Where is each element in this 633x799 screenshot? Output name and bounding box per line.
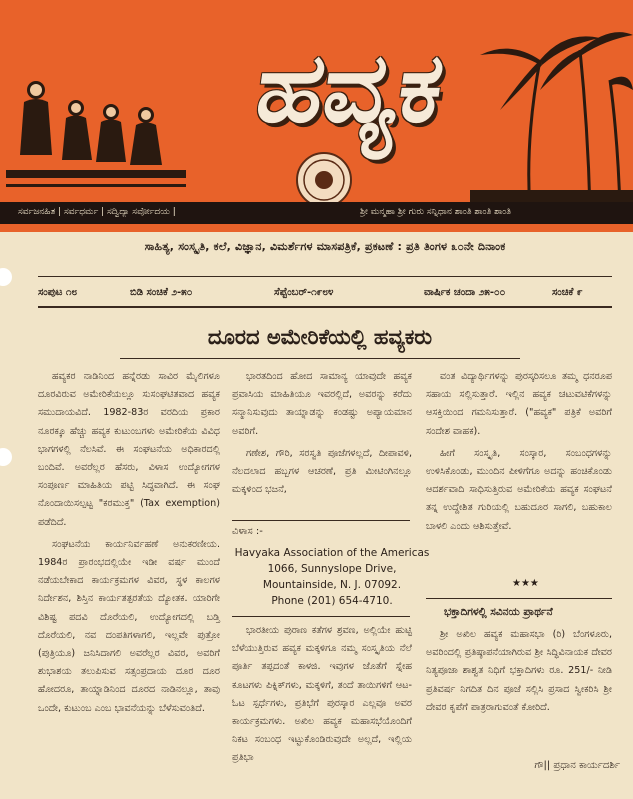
- paragraph: ಶ್ರೀ ಅಖಿಲ ಹವ್ಯಕ ಮಹಾಸಭಾ (ರಿ) ಬೆಂಗಳೂರು, ಅವರಿಂದಲ್ಲಿ ಪ್ರತಿಷ್ಠಾಪನೆಯಾಗಿರುವ ಶ್ರೀ ಸಿದ್ಧಿವಿನಾಯಕ ದೇವರ ನಿತ್ಯಪೂಜಾ ಶಾಶ್ವತ ನಿಧಿಗೆ ಭಕ್ತಾದಿಗಳು ರೂ. 251/- ನೀಡಿ ಪ್ರತಿವರ್ಷ ನಿಗದಿತ ದಿನ ಪೂಜೆ ಸಲ್ಲಿಸಿ ಪ್ರಸಾದ ಸ್ವೀಕರಿಸಿ ಶ್ರೀ ದೇವರ ಕೃಪೆಗೆ ಪಾತ್ರರಾಗುವಂತೆ ಕೋರಿದೆ.: [426, 629, 612, 713]
- article-column-3: [426, 368, 612, 540]
- issue-info-row: [38, 287, 612, 303]
- publication-subtitle: ಸಾಹಿತ್ಯ, ಸಂಸ್ಕೃತಿ, ಕಲೆ, ವಿಜ್ಞಾನ, ವಿಮರ್ಶೆಗಳ ಮಾಸಪತ್ರಿಕೆ, ಪ್ರಕಟಣೆ : ಪ್ರತಿ ತಿಂಗಳ ೩೦ನೇ ದಿನಾಂಕ: [144, 240, 506, 253]
- masthead-tagline-bar: [0, 202, 633, 224]
- masthead-title: ಹವ್ಯಕ: [249, 32, 451, 144]
- address-line: 1066, Sunnyslope Drive,: [267, 563, 397, 575]
- paragraph: ವಂತ ವಿದ್ಯಾರ್ಥಿಗಳನ್ನು ಪುರಸ್ಕರಿಸಲೂ ತಮ್ಮ ಧನರೂಪ ಸಹಾಯ ಸಲ್ಲಿಸುತ್ತಾರೆ. ಇಲ್ಲಿನ ಹವ್ಯಕ ಚಟುವಟಿಕೆಗಳನ್ನು ಆಸಕ್ತಿಯಿಂದ ಗಮನಿಸುತ್ತಾರೆ. ("ಹವ್ಯಕ" ಪತ್ರಿಕೆ ಅವರಿಗೆ ಸಂದೇಶ ವಾಹಕ).: [426, 371, 612, 437]
- article-column-2-continued: [232, 622, 412, 772]
- masthead: [0, 0, 633, 232]
- tagline-right: ಶ್ರೀ ಮನ್ಮಹಾ ಶ್ರೀ ಗುರು ಸನ್ನಿಧಾನ ಶಾಂತಿ ಶಾಂತಿ ಶಾಂತಿ: [360, 207, 512, 217]
- divider: [232, 616, 410, 617]
- article-column-2: [232, 368, 412, 503]
- article-headline: ದೂರದ ಅಮೇರಿಕೆಯಲ್ಲಿ ಹವ್ಯಕರು: [207, 325, 433, 349]
- paragraph: ಹವ್ಯಕರ ನಾಡಿನಿಂದ ಹನ್ನೆರಡು ಸಾವಿರ ಮೈಲಿಗಳೂ ದೂರವಿರುವ ಅಮೇರಿಕೆಯಲ್ಲೂ ಸುಸಂಘಟಿತವಾದ ಹವ್ಯಕ ಸಮುದಾಯವಿದೆ. 1982-83ರ ವರದಿಯ ಪ್ರಕಾರ ನೂರಕ್ಕೂ ಹೆಚ್ಚು ಹವ್ಯಕ ಕುಟುಂಬಗಳು ಅಮೇರಿಕೆಯ ವಿವಿಧ ಭಾಗಗಳಲ್ಲಿ ನೆಲಸಿವೆ. ಈ ಸಂಘಟನೆಯ ಅಧಿಕಾರದಲ್ಲಿ ಬಂದಿವೆ. ಅವರೆಲ್ಲರ ಹೆಸರು, ವಿಳಾಸ ಉದ್ಯೋಗಗಳ ಸಂಪೂರ್ಣ ಮಾಹಿತಿಯ ಪಟ್ಟಿ ಸಿದ್ಧವಾಗಿದೆ. ಈ ಸಂಘ ನೊಂದಾಯಿಸಲ್ಪಟ್ಟ "ಕರಮುಕ್ತ" (Tax exemption) ಪಡೆದಿದೆ.: [38, 371, 220, 528]
- paragraph: ಗಣೇಶ, ಗೌರಿ, ಸರಸ್ವತಿ ಪೂಜೆಗಳಲ್ಲದೆ, ದೀಪಾವಳಿ, ನೆಲದಲಾದ ಹಬ್ಬಗಳ ಆಚರಣೆ, ಪ್ರತಿ ಮೀಟಿಂಗಿನಲ್ಲೂ ಮಕ್ಕಳಿಂದ ಭಜನೆ,: [232, 447, 412, 496]
- divider: [120, 358, 520, 359]
- paragraph: ಭಾರತದಿಂದ ಹೋದ ಸಾಮಾನ್ಯ ಯಾವುದೇ ಹವ್ಯಕ ಪ್ರವಾಸಿಯ ಮಾಹಿತಿಯೂ ಇವರಲ್ಲಿದೆ, ಅವರನ್ನು ಕರೆದು ಸನ್ಮಾನಿಸುವುದು ತಾಯ್ನಾಡನ್ನು ಕಂಡಷ್ಟು ಅಪ್ಯಾಯಮಾನ ಅವರಿಗೆ.: [232, 371, 412, 437]
- section-heading: ಭಕ್ತಾದಿಗಳಲ್ಲಿ ಸವಿನಯ ಪ್ರಾರ್ಥನೆ: [444, 606, 553, 618]
- paragraph: ಹೀಗೆ ಸಂಸ್ಕೃತಿ, ಸಂಸ್ಕಾರ, ಸಂಬಂಧಗಳನ್ನು ಉಳಿಸಿಕೊಂಡು, ಮುಂದಿನ ಪೀಳಿಗೆಗೂ ಅದನ್ನು ಹಂಚಿಕೊಂಡು ಆದರ್ಶವಾದಿ ಸಾಧಿಸುತ್ತಿರುವ ಅಮೇರಿಕೆಯ ಹವ್ಯಕ ಸಂಘಟನೆ ತನ್ನ ಉದ್ದೇಶಿತ ಗುರಿಯಲ್ಲಿ ಬಹುದೂರ ಸಾಗಲಿ, ಬಹುಕಾಲ ಬಾಳಲಿ ಎಂದು ಆಶಿಸುತ್ತೇವೆ.: [426, 447, 612, 532]
- single-copy-price: ಬಿಡಿ ಸಂಚಿಕೆ ೨-೫೦: [130, 287, 193, 298]
- divider: [232, 520, 410, 521]
- article-column-1: [38, 368, 220, 722]
- address-line: Havyaka Association of the Americas: [234, 547, 430, 559]
- address-line: Phone (201) 654-4710.: [271, 595, 393, 607]
- association-address: [232, 545, 432, 609]
- tagline-left: ಸರ್ವಜನಹಿತ | ಸರ್ವಧರ್ಮ | ಸದ್ವಿದ್ಯಾ ಸರ್ವೋದಯ |: [18, 207, 176, 217]
- punch-hole: [0, 268, 12, 286]
- address-label: ವಿಳಾಸ :-: [232, 526, 263, 537]
- address-line: Mountainside, N. J. 07092.: [262, 579, 402, 591]
- divider: [426, 598, 612, 599]
- signature-line: ಗೌ|| ಪ್ರಧಾನ ಕಾರ್ಯದರ್ಶಿ: [534, 760, 620, 771]
- issue-number: ಸಂಚಿಕೆ ೯: [552, 287, 583, 298]
- paragraph: ಭಾರತೀಯ ಪುರಾಣ ಕತೆಗಳ ಶ್ರವಣ, ಅಲ್ಲಿಯೇ ಹುಟ್ಟಿ ಬೆಳೆಯುತ್ತಿರುವ ಹವ್ಯಕ ಮಕ್ಕಳಿಗೂ ನಮ್ಮ ಸಂಸ್ಕೃತಿಯ ನೆಲೆ ಪೂರ್ತಿ ತಪ್ಪದಂತೆ ಕಾಳಜಿ. ಇವುಗಳ ಜೊತೆಗೆ ಸ್ನೇಹ ಕೂಟಗಳು ಪಿಕ್ನಿಕ್‌ಗಳು, ಮಕ್ಕಳಿಗೆ, ತಂದೆ ತಾಯಿಗಳಿಗೆ ಆಟ-ಓಟ ಸ್ಪರ್ಧೆಗಳು, ಪ್ರತಿಭೆಗೆ ಪುರಸ್ಕಾರ ಎಲ್ಲವೂ ಅವರ ಕಾರ್ಯಕ್ರಮಗಳು. ಅಖಿಲ ಹವ್ಯಕ ಮಹಾಸಭೆಯೊಂದಿಗೆ ನಿಕಟ ಸಂಬಂಧ ಇಟ್ಟುಕೊಂಡಿರುವುದೇ ಅಲ್ಲದೆ, ಇಲ್ಲಿಯ ಪ್ರತಿಭಾ: [232, 625, 412, 764]
- section-ornament: ★★★: [512, 578, 539, 589]
- divider: [38, 276, 612, 277]
- annual-subscription: ವಾರ್ಷಿಕ ಚಂದಾ ೨೫-೦೦: [424, 287, 506, 298]
- palm-trees-illustration: [470, 20, 633, 210]
- divider: [38, 306, 612, 308]
- punch-hole: [0, 448, 12, 466]
- paragraph: ಸಂಘಟನೆಯ ಕಾರ್ಯನಿರ್ವಹಣೆ ಅನುಕರಣೀಯ. 1984ರ ಪ್ರಾರಂಭದಲ್ಲಿಯೇ ಇಡೀ ವರ್ಷ ಮುಂದೆ ನಡೆಯಬೇಕಾದ ಕಾರ್ಯಕ್ರಮಗಳ ವಿವರ, ಸ್ಥಳ ಕಾಲಗಳ ನಿರ್ದೇಶನ, ಶಿಸ್ತಿನ ಕಾರ್ಯತತ್ಪರತೆಯ ದ್ಯೋತಕ. ಯಾರಿಗೇ ವಿಶಿಷ್ಟ ಪದವಿ ದೊರೆಯಲಿ, ಉದ್ಯೋಗದಲ್ಲಿ ಬಡ್ತಿ ದೊರೆಯಲಿ, ನವ ದಂಪತಿಗಳಾಗಲಿ, ಇಲ್ಲವೇ ಪುತ್ರೋ (ಪುತ್ರಿಯೂ) ಜನಿಸಿದಾಗಲಿ ಅವರೆಲ್ಲರ ವಿವರ, ಅವರಿಗೆ ಶುಭಾಶಯ ತಲುಪಿಸುವ ಸತ್ಸಂಪ್ರದಾಯ ದೂರ ದೂರ ಹೋದರೂ, ತಾಯ್ನಾಡಿನಿಂದ ದೂರದ ನಾಡಿನಲ್ಲೂ, ತಾವು ಒಂದೇ, ಕುಟುಂಬ ಎಂಬ ಭಾವನೆಯನ್ನು ಬೆಳೆಸುವಂತಿದೆ.: [38, 538, 220, 714]
- emblem-seal: [296, 152, 352, 208]
- issue-date: ಸೆಪ್ಟೆಂಬರ್-೧೯೮೪: [274, 287, 334, 298]
- sages-illustration: [6, 60, 186, 200]
- notice-body: [426, 626, 612, 721]
- volume-label: ಸಂಪುಟ ೧೮: [38, 287, 78, 298]
